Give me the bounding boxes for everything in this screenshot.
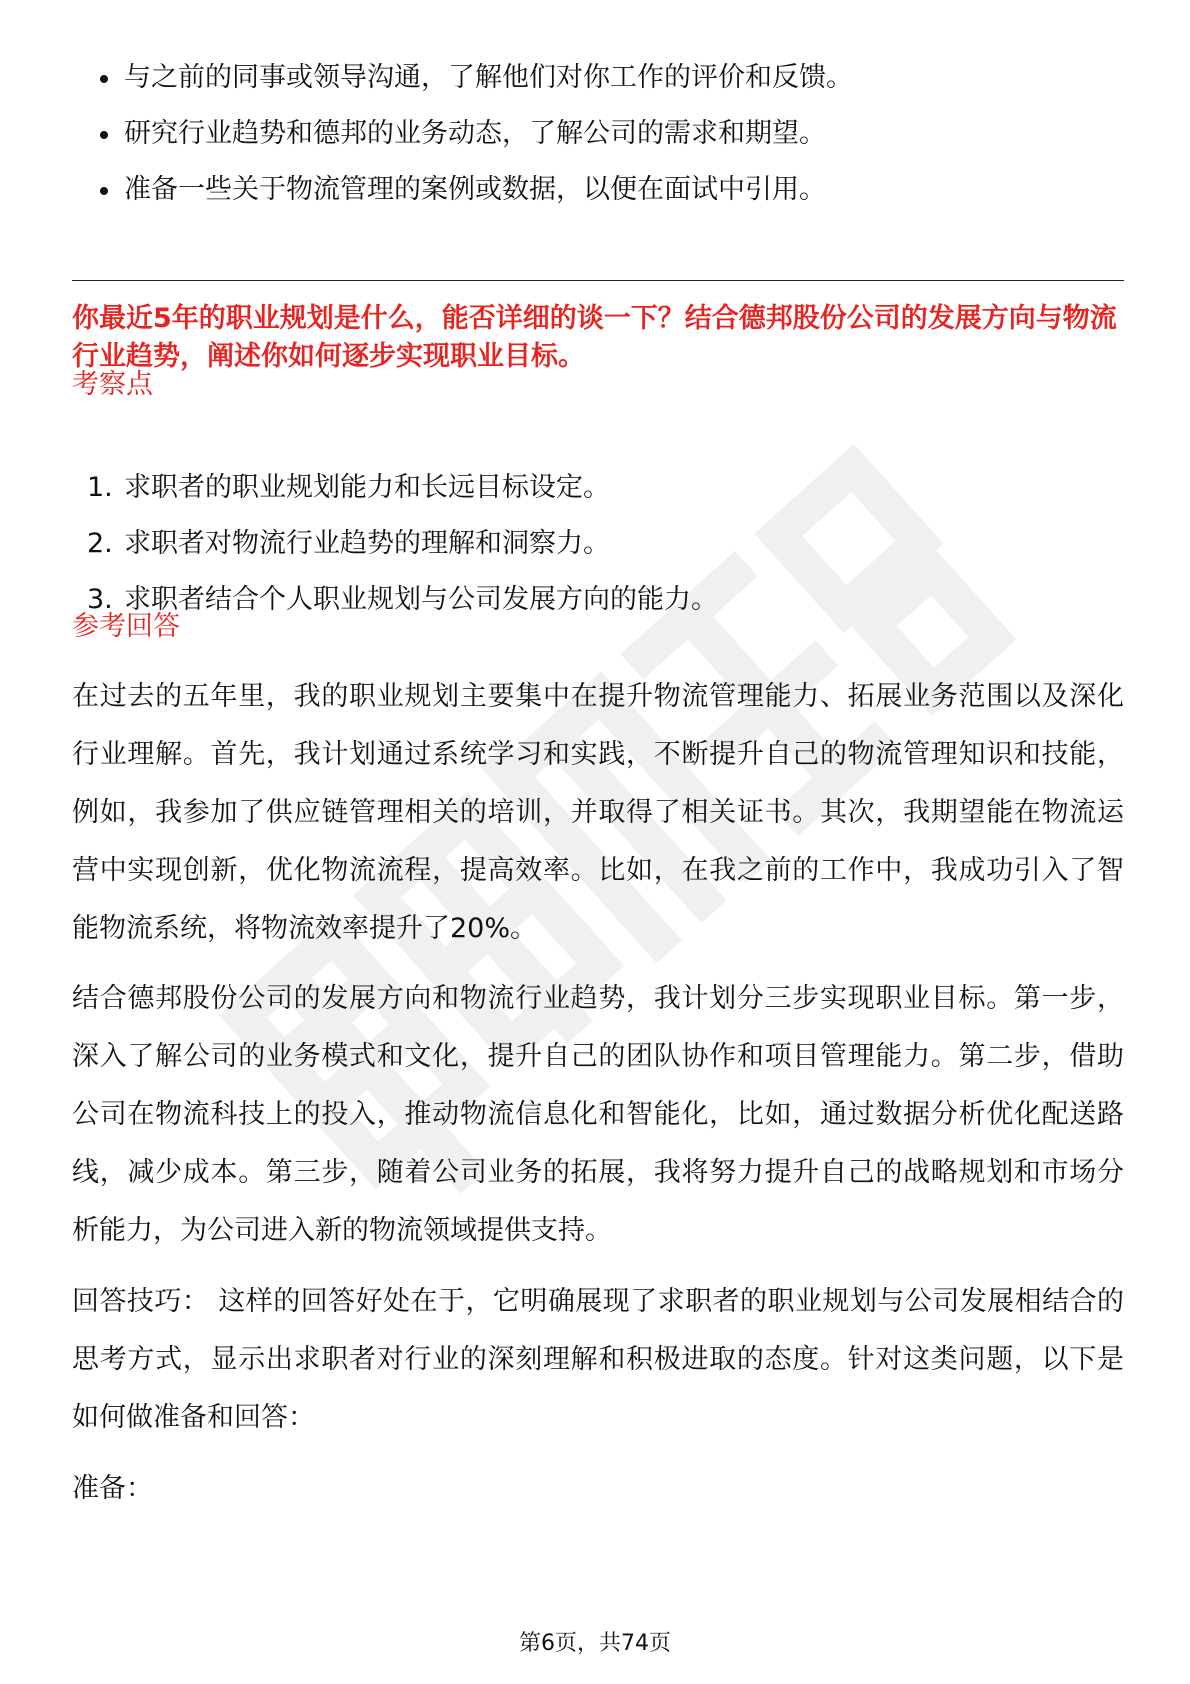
prep-bullet-list — [72, 58, 853, 226]
list-item: 研究行业趋势和德邦的业务动态，了解公司的需求和期望。 — [72, 114, 853, 154]
answer-label: 参考回答 — [72, 611, 180, 642]
prep-heading: 准备： — [72, 1473, 153, 1504]
list-item: 准备一些关于物流管理的案例或数据，以便在面试中引用。 — [72, 170, 853, 210]
answer-paragraph: 在过去的五年里，我的职业规划主要集中在提升物流管理能力、拓展业务范围以及深化行业理解。首先，我计划通过系统学习和实践，不断提升自己的物流管理知识和技能，例如，我参加了供应链管理相关的培训，并取得了相关证书。其次，我期望能在物流运营中实现创新，优化物流流程，提高效率。比如，在我之前的工作中，我成功引入了智能物流系统，将物流效率提升了20%。 — [72, 681, 1124, 944]
page-number: 第6页，共74页 — [519, 1631, 671, 1656]
list-item — [72, 468, 718, 508]
question-heading: 你最近5年的职业规划是什么，能否详细的谈一下？结合德邦股份公司的发展方向与物流行业趋势，阐述你如何逐步实现职业目标。 — [72, 303, 1117, 372]
tips-paragraph: 回答技巧： 这样的回答好处在于，它明确展现了求职者的职业规划与公司发展相结合的思考方式，显示出求职者对行业的深刻理解和积极进取的态度。针对这类问题，以下是如何做准备和回答： — [72, 1286, 1124, 1433]
list-number: 3. — [87, 584, 113, 615]
list-item-text: 求职者结合个人职业规划与公司发展方向的能力。 — [124, 584, 718, 615]
list-item-text: 求职者的职业规划能力和长远目标设定。 — [124, 472, 610, 503]
list-item-text: 求职者对物流行业趋势的理解和洞察力。 — [124, 528, 610, 559]
list-item — [72, 524, 718, 564]
list-number: 1. — [87, 472, 113, 503]
list-item: 与之前的同事或领导沟通，了解他们对你工作的评价和反馈。 — [72, 58, 853, 98]
answer-paragraph: 结合德邦股份公司的发展方向和物流行业趋势，我计划分三步实现职业目标。第一步，深入了解公司的业务模式和文化，提升自己的团队协作和项目管理能力。第二步，借助公司在物流科技上的投入，推动物流信息化和智能化，比如，通过数据分析优化配送路线，减少成本。第三步，随着公司业务的拓展，我将努力提升自己的战略规划和市场分析能力，为公司进入新的物流领域提供支持。 — [72, 983, 1124, 1246]
kaochadian-label: 考察点 — [72, 369, 153, 400]
list-number: 2. — [87, 528, 113, 559]
section-divider — [72, 280, 1124, 281]
